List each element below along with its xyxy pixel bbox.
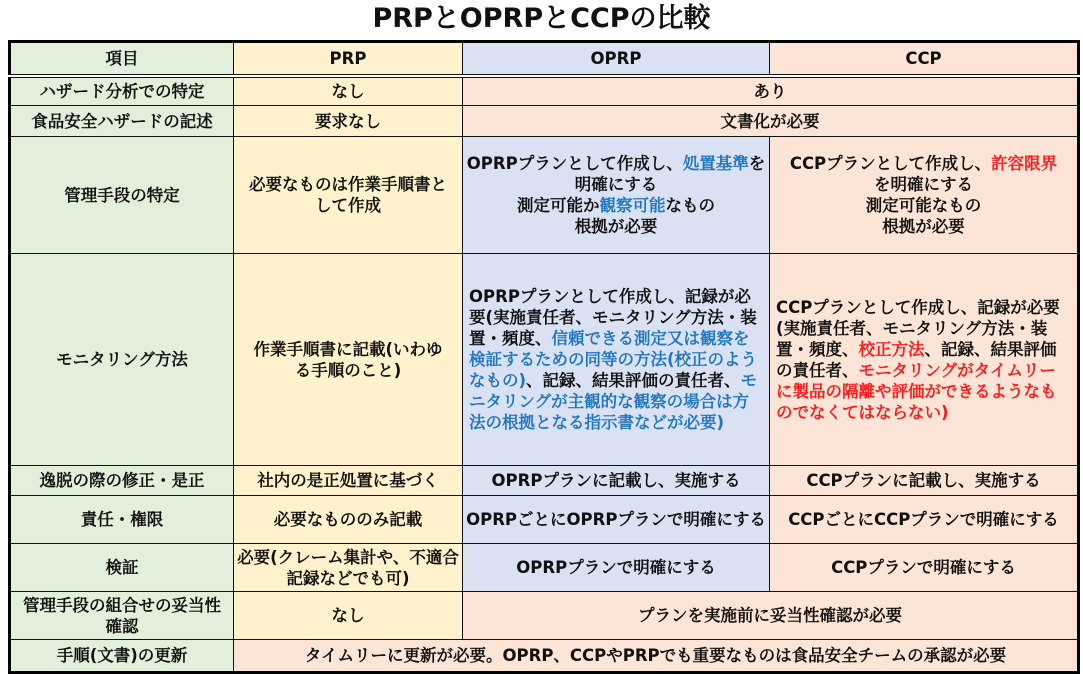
text: を明確にする xyxy=(574,154,766,194)
text: 根拠が必要 xyxy=(882,217,965,236)
all-columns-cell: タイムリーに更新が必要。OPRP、CCPやPRPでも重要なものは食品安全チームの承認が必要 xyxy=(234,640,1079,673)
text: CCPプランとして作成し、記録が必要(実施責任者、モニタリング方法・装置・頻度、 xyxy=(776,297,1060,359)
row-label: 検証 xyxy=(10,544,234,592)
table-row xyxy=(10,76,1079,106)
table-row xyxy=(10,544,1079,592)
ccp-cell: CCPプランに記載し、実施する xyxy=(770,466,1079,496)
text: 、記録、結果評価の責任者、 xyxy=(526,371,741,390)
comparison-table xyxy=(8,40,1080,674)
prp-cell: 作業手順書に記載(いわゆる手順のこと) xyxy=(234,254,463,466)
oprp-cell: OPRPごとにOPRPプランで明確にする xyxy=(463,496,770,544)
header-row xyxy=(10,42,1079,76)
text: を明確にする xyxy=(874,175,973,194)
row-label: 食品安全ハザードの記述 xyxy=(10,106,234,137)
header-prp: PRP xyxy=(234,42,463,76)
row-label: ハザード分析での特定 xyxy=(10,76,234,106)
prp-cell: 必要なもののみ記載 xyxy=(234,496,463,544)
text: 、記録、結果評価の責任者、 xyxy=(776,339,1057,380)
highlight-text: 校正方法 xyxy=(858,339,925,359)
row-label: 管理手段の組合せの妥当性確認 xyxy=(10,592,234,640)
header-item: 項目 xyxy=(10,42,234,76)
row-label: 逸脱の際の修正・是正 xyxy=(10,466,234,496)
highlight-text: 処置基準 xyxy=(682,154,749,173)
text: OPRPプランとして作成し、 xyxy=(466,154,683,173)
oprp-cell: OPRPプランに記載し、実施する xyxy=(463,466,770,496)
prp-cell: なし xyxy=(234,76,463,106)
row-label: 手順(文書)の更新 xyxy=(10,640,234,673)
highlight-text: 信頼できる測定又は観察を検証するための同等の方法(校正のようなもの) xyxy=(469,329,758,390)
table-row xyxy=(10,592,1079,640)
table-row xyxy=(10,137,1079,254)
highlight-text: 観察可能 xyxy=(599,196,666,215)
highlight-text: 許容限界 xyxy=(991,154,1058,173)
highlight-text: モニタリングが主観的な観察の場合は方法の根拠となる指示書などが必要) xyxy=(469,371,758,432)
text: 測定可能なもの xyxy=(865,196,982,215)
table-row xyxy=(10,466,1079,496)
prp-cell: なし xyxy=(234,592,463,640)
row-label: 管理手段の特定 xyxy=(10,137,234,254)
oprp-ccp-cell: プランを実施前に妥当性確認が必要 xyxy=(463,592,1079,640)
table-row xyxy=(10,496,1079,544)
text: CCPプランとして作成し、 xyxy=(789,154,992,173)
prp-cell: 必要なものは作業手順書として作成 xyxy=(234,137,463,254)
ccp-cell xyxy=(770,137,1079,254)
highlight-text: モニタリングがタイムリーに製品の隔離や評価ができるようなものでなくてはならない) xyxy=(776,360,1057,422)
prp-cell: 要求なし xyxy=(234,106,463,137)
text: 根拠が必要 xyxy=(574,217,658,236)
prp-cell: 社内の是正処置に基づく xyxy=(234,466,463,496)
oprp-cell xyxy=(463,254,770,466)
text: OPRPプランとして作成し、記録が必要(実施責任者、モニタリング方法・装置・頻度、 xyxy=(469,287,757,348)
oprp-cell xyxy=(463,137,770,254)
ccp-cell xyxy=(770,254,1079,466)
oprp-ccp-cell: 文書化が必要 xyxy=(463,106,1079,137)
header-oprp: OPRP xyxy=(463,42,770,76)
prp-cell: 必要(クレーム集計や、不適合記録などでも可) xyxy=(234,544,463,592)
row-label: モニタリング方法 xyxy=(10,254,234,466)
text: なもの xyxy=(665,196,715,215)
ccp-cell: CCPプランで明確にする xyxy=(770,544,1079,592)
ccp-cell: CCPごとにCCPプランで明確にする xyxy=(770,496,1079,544)
table-row xyxy=(10,254,1079,466)
oprp-ccp-cell: あり xyxy=(463,76,1079,106)
table-row xyxy=(10,640,1079,673)
header-ccp: CCP xyxy=(770,42,1079,76)
text: 測定可能か xyxy=(517,196,600,215)
row-label: 責任・権限 xyxy=(10,496,234,544)
page-title: PRPとOPRPとCCPの比較 xyxy=(372,3,711,34)
oprp-cell: OPRPプランで明確にする xyxy=(463,544,770,592)
table-row xyxy=(10,106,1079,137)
